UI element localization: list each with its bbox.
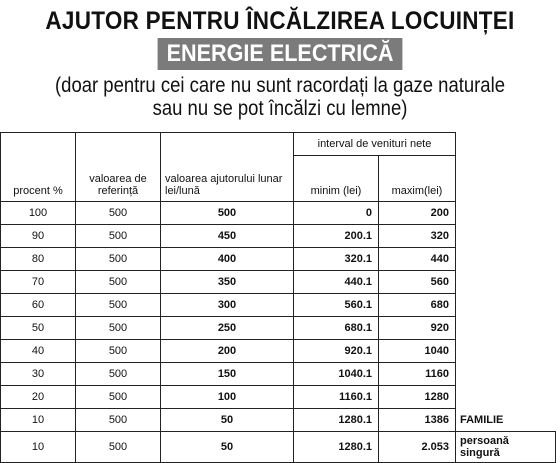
cell-referinta: 500 [76, 340, 161, 363]
cell-note [456, 317, 556, 340]
cell-minim: 680.1 [294, 317, 379, 340]
cell-procent: 20 [1, 386, 76, 409]
aid-table [0, 132, 556, 463]
subtitle-line-2: sau nu se pot încălzi cu lemne) [152, 97, 408, 120]
cell-note [456, 386, 556, 409]
subtitle-line-1: (doar pentru cei care nu sunt racordați la gaze naturale [55, 74, 505, 97]
cell-ajutor: 250 [161, 317, 294, 340]
subtitle [34, 74, 527, 120]
cell-ajutor: 500 [161, 202, 294, 225]
cell-maxim: 200 [379, 202, 456, 225]
cell-referinta: 500 [76, 225, 161, 248]
header-blank [456, 133, 556, 202]
cell-ajutor: 50 [161, 432, 294, 463]
energy-type-banner: ENERGIE ELECTRICĂ [158, 38, 403, 70]
cell-referinta: 500 [76, 271, 161, 294]
cell-note [456, 202, 556, 225]
cell-minim: 440.1 [294, 271, 379, 294]
cell-ajutor: 400 [161, 248, 294, 271]
cell-maxim: 680 [379, 294, 456, 317]
cell-ajutor: 200 [161, 340, 294, 363]
table-row [1, 202, 556, 225]
cell-referinta: 500 [76, 248, 161, 271]
table-row [1, 271, 556, 294]
cell-minim: 920.1 [294, 340, 379, 363]
cell-maxim: 1280 [379, 386, 456, 409]
cell-ajutor: 100 [161, 386, 294, 409]
cell-minim: 1280.1 [294, 432, 379, 463]
cell-maxim: 1040 [379, 340, 456, 363]
cell-maxim: 560 [379, 271, 456, 294]
cell-referinta: 500 [76, 432, 161, 463]
header-minim: minim (lei) [294, 156, 379, 202]
cell-ajutor: 300 [161, 294, 294, 317]
cell-referinta: 500 [76, 294, 161, 317]
cell-maxim: 920 [379, 317, 456, 340]
cell-note [456, 340, 556, 363]
table-row [1, 409, 556, 432]
cell-procent: 90 [1, 225, 76, 248]
header-procent: procent % [1, 133, 76, 202]
header-interval-venituri: interval de venituri nete [294, 133, 456, 156]
cell-minim: 320.1 [294, 248, 379, 271]
cell-procent: 100 [1, 202, 76, 225]
cell-procent: 80 [1, 248, 76, 271]
cell-referinta: 500 [76, 363, 161, 386]
header-referinta: valoarea de referință [76, 133, 161, 202]
cell-procent: 40 [1, 340, 76, 363]
cell-note [456, 225, 556, 248]
cell-note [456, 248, 556, 271]
cell-minim: 1280.1 [294, 409, 379, 432]
cell-note: FAMILIE [460, 413, 504, 426]
table-row [1, 363, 556, 386]
cell-procent: 70 [1, 271, 76, 294]
header-maxim: maxim(lei) [379, 156, 456, 202]
table-row [1, 386, 556, 409]
table-header-row-1 [1, 133, 556, 156]
cell-minim: 560.1 [294, 294, 379, 317]
table-row [1, 225, 556, 248]
cell-ajutor: 450 [161, 225, 294, 248]
cell-maxim: 2.053 [379, 432, 456, 463]
note-line-1: persoană [460, 435, 509, 447]
cell-ajutor: 350 [161, 271, 294, 294]
cell-procent: 10 [1, 409, 76, 432]
cell-maxim: 1160 [379, 363, 456, 386]
banner-wrap [0, 38, 560, 70]
table-row [1, 294, 556, 317]
cell-ajutor: 50 [161, 409, 294, 432]
cell-minim: 1160.1 [294, 386, 379, 409]
cell-minim: 1040.1 [294, 363, 379, 386]
table-row [1, 248, 556, 271]
table-row [1, 317, 556, 340]
table-row [1, 340, 556, 363]
cell-referinta: 500 [76, 409, 161, 432]
cell-note [456, 294, 556, 317]
header-ajutor: valoarea ajutorului lunar lei/lună [161, 133, 294, 202]
cell-minim: 200.1 [294, 225, 379, 248]
page-title: AJUTOR PENTRU ÎNCĂLZIREA LOCUINȚEI [45, 7, 515, 35]
cell-referinta: 500 [76, 202, 161, 225]
cell-procent: 30 [1, 363, 76, 386]
cell-procent: 60 [1, 294, 76, 317]
cell-referinta: 500 [76, 386, 161, 409]
cell-note [456, 363, 556, 386]
cell-ajutor: 150 [161, 363, 294, 386]
cell-note [456, 432, 556, 463]
cell-maxim: 440 [379, 248, 456, 271]
cell-note [456, 271, 556, 294]
cell-referinta: 500 [76, 317, 161, 340]
cell-procent: 10 [1, 432, 76, 463]
cell-procent: 50 [1, 317, 76, 340]
cell-minim: 0 [294, 202, 379, 225]
table-row-single-person [1, 432, 556, 463]
cell-maxim: 320 [379, 225, 456, 248]
cell-maxim: 1386 [379, 409, 456, 432]
note-line-2: singură [460, 447, 500, 459]
